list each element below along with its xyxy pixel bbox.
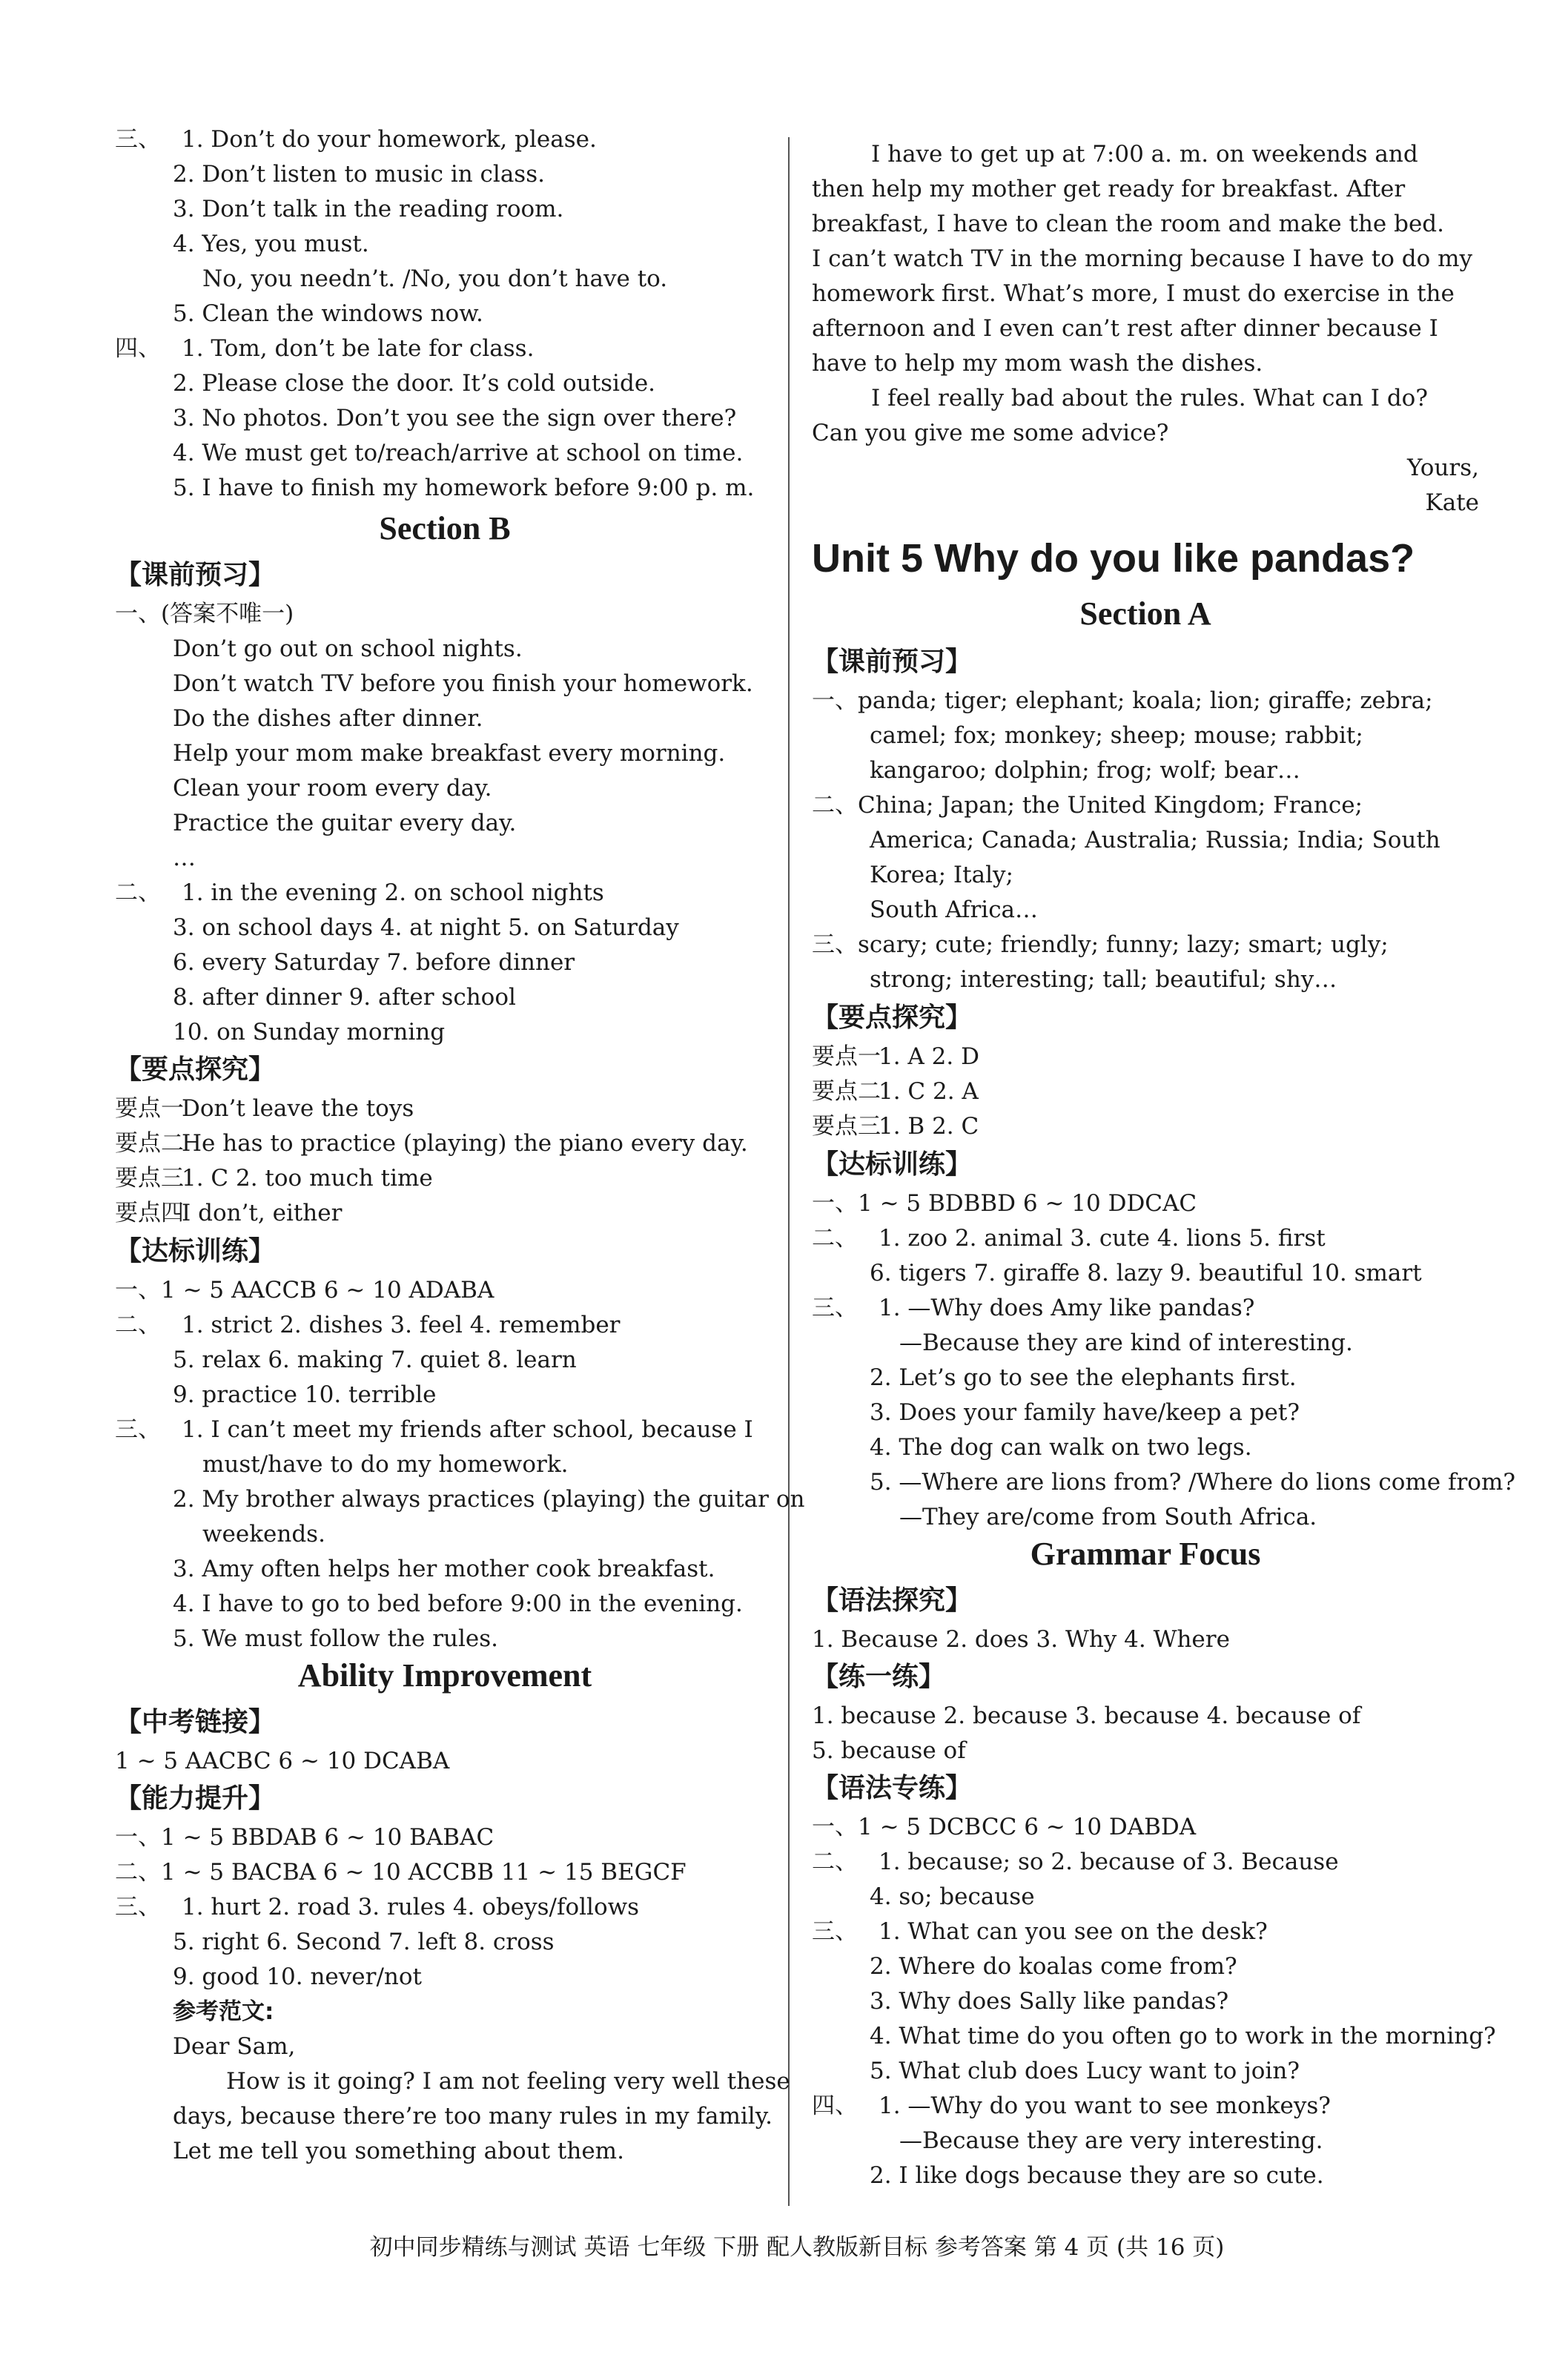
right-preview-heading: 【课前预习】 xyxy=(812,647,973,677)
left-s3-5: 5. Clean the windows now. xyxy=(173,300,483,327)
letter-line: Let me tell you something about them. xyxy=(173,2138,624,2164)
right-gz-3-2: 2. Where do koalas come from? xyxy=(870,1953,1237,1980)
right-key-heading: 【要点探究】 xyxy=(812,1002,973,1033)
left-s3-3: 3. Don’t talk in the reading room. xyxy=(173,196,564,222)
right-gz-3-1: 三、 1. What can you see on the desk? xyxy=(812,1918,1268,1945)
right-gz-4-1b: —Because they are very interesting. xyxy=(899,2127,1323,2154)
letter-line: breakfast, I have to clean the room and make the bed. xyxy=(812,211,1444,237)
right-gz-4-2: 2. I like dogs because they are so cute. xyxy=(870,2162,1324,2189)
left-key-3: 要点三1. C 2. too much time xyxy=(115,1165,433,1192)
left-nl-2: 二、1 ~ 5 BACBA 6 ~ 10 ACCBB 11 ~ 15 BEGCF xyxy=(115,1859,687,1886)
letter-line: Can you give me some advice? xyxy=(812,420,1169,446)
letter-line: I have to get up at 7:00 a. m. on weekends and xyxy=(871,141,1418,168)
left-preview-2-4: 8. after dinner 9. after school xyxy=(173,984,516,1011)
left-s4-3: 3. No photos. Don’t you see the sign over there? xyxy=(173,405,737,432)
left-train-2-1: 二、 1. strict 2. dishes 3. feel 4. remember xyxy=(115,1312,621,1338)
right-p3-1: 三、scary; cute; friendly; funny; lazy; smart; ugly; xyxy=(812,931,1389,958)
letter-line: afternoon and I even can’t rest after dinner because I xyxy=(812,315,1438,342)
left-preview-ellipsis: … xyxy=(173,845,196,871)
letter-line: I can’t watch TV in the morning because I have to do my xyxy=(812,245,1473,272)
right-p1-1: 一、panda; tiger; elephant; koala; lion; giraffe; zebra; xyxy=(812,687,1433,714)
left-train-3-1b: must/have to do my homework. xyxy=(202,1451,569,1478)
right-train-heading: 【达标训练】 xyxy=(812,1149,973,1180)
right-train-3-4: 4. The dog can walk on two legs. xyxy=(870,1434,1252,1461)
left-preview-heading: 【课前预习】 xyxy=(115,560,276,590)
letter-greeting: Dear Sam, xyxy=(173,2033,296,2060)
left-s3-4: 4. Yes, you must. xyxy=(173,231,369,257)
letter-line: homework first. What’s more, I must do exercise in the xyxy=(812,280,1455,307)
right-gt: 1. Because 2. does 3. Why 4. Where xyxy=(812,1626,1230,1653)
right-p1-3: kangaroo; dolphin; frog; wolf; bear… xyxy=(870,757,1300,784)
left-s4-5: 5. I have to finish my homework before 9:00 p. m. xyxy=(173,475,755,501)
right-train-3-5b: —They are/come from South Africa. xyxy=(899,1504,1317,1530)
left-nl-3-1: 三、 1. hurt 2. road 3. rules 4. obeys/follows xyxy=(115,1894,640,1920)
left-nl-3-3: 9. good 10. never/not xyxy=(173,1963,422,1990)
left-s3-1: 三、 1. Don’t do your homework, please. xyxy=(115,126,597,153)
right-train-1: 一、1 ~ 5 BDBBD 6 ~ 10 DDCAC xyxy=(812,1190,1197,1217)
page-footer: 初中同步精练与测试 英语 七年级 下册 配人教版新目标 参考答案 第 4 页 (共 16 页) xyxy=(369,2234,1225,2261)
left-preview-1: 一、(答案不唯一) xyxy=(115,601,294,627)
letter-signature: Kate xyxy=(1425,489,1479,516)
right-gz-1: 一、1 ~ 5 DCBCC 6 ~ 10 DABDA xyxy=(812,1814,1197,1840)
section-a-title: Section A xyxy=(1079,595,1211,632)
right-p3-2: strong; interesting; tall; beautiful; shy… xyxy=(870,966,1337,993)
right-gz-3-3: 3. Why does Sally like pandas? xyxy=(870,1988,1229,2015)
right-train-2-1: 二、 1. zoo 2. animal 3. cute 4. lions 5. first xyxy=(812,1225,1326,1252)
left-key-2: 要点二He has to practice (playing) the piano every day. xyxy=(115,1130,748,1157)
left-key-4: 要点四I don’t, either xyxy=(115,1200,343,1226)
right-p2-2: America; Canada; Australia; Russia; India; South xyxy=(870,827,1440,853)
left-train-3-2: 2. My brother always practices (playing) the guitar on xyxy=(173,1486,805,1513)
right-gz-2-1: 二、 1. because; so 2. because of 3. Because xyxy=(812,1849,1339,1875)
letter-line: How is it going? I am not feeling very well these xyxy=(226,2068,790,2095)
left-key-1: 要点一Don’t leave the toys xyxy=(115,1095,414,1122)
left-preview-2-5: 10. on Sunday morning xyxy=(173,1019,446,1046)
right-lyl-1: 1. because 2. because 3. because 4. because of xyxy=(812,1702,1361,1729)
letter-closing: Yours, xyxy=(1407,455,1479,481)
section-b-title: Section B xyxy=(379,510,511,546)
left-s3-4b: No, you needn’t. /No, you don’t have to. xyxy=(202,265,668,292)
right-p2-4: South Africa… xyxy=(870,896,1039,923)
right-gz-3-5: 5. What club does Lucy want to join? xyxy=(870,2058,1300,2084)
left-nl-1: 一、1 ~ 5 BBDAB 6 ~ 10 BABAC xyxy=(115,1824,494,1851)
right-gt-heading: 【语法探究】 xyxy=(812,1585,973,1616)
right-train-3-2: 2. Let’s go to see the elephants first. xyxy=(870,1364,1297,1391)
right-gz-heading: 【语法专练】 xyxy=(812,1773,973,1803)
left-nl-heading: 【能力提升】 xyxy=(115,1783,276,1814)
left-s4-2: 2. Please close the door. It’s cold outside. xyxy=(173,370,656,397)
left-train-3-4: 4. I have to go to bed before 9:00 in the evening. xyxy=(173,1591,743,1617)
left-preview-line: Don’t watch TV before you finish your homework. xyxy=(173,670,753,697)
right-train-2-2: 6. tigers 7. giraffe 8. lazy 9. beautiful 10. smart xyxy=(870,1260,1422,1286)
left-s4-4: 4. We must get to/reach/arrive at school on time. xyxy=(173,440,744,466)
left-preview-line: Help your mom make breakfast every morning. xyxy=(173,740,726,767)
right-p1-2: camel; fox; monkey; sheep; mouse; rabbit; xyxy=(870,722,1363,749)
right-gz-3-4: 4. What time do you often go to work in the morning? xyxy=(870,2023,1496,2049)
left-zk-heading: 【中考链接】 xyxy=(115,1707,276,1737)
left-preview-line: Do the dishes after dinner. xyxy=(173,705,483,732)
right-gz-4-1: 四、 1. —Why do you want to see monkeys? xyxy=(812,2092,1331,2119)
left-preview-2-2: 3. on school days 4. at night 5. on Saturday xyxy=(173,914,679,941)
right-gz-2-2: 4. so; because xyxy=(870,1883,1035,1910)
sample-essay-heading: 参考范文: xyxy=(173,1998,274,2025)
left-train-3-5: 5. We must follow the rules. xyxy=(173,1625,498,1652)
right-p2-1: 二、China; Japan; the United Kingdom; France; xyxy=(812,792,1363,819)
left-zk: 1 ~ 5 AACBC 6 ~ 10 DCABA xyxy=(115,1748,450,1774)
left-train-3-3: 3. Amy often helps her mother cook breakfast. xyxy=(173,1556,715,1582)
left-preview-line: Don’t go out on school nights. xyxy=(173,635,523,662)
left-preview-line: Practice the guitar every day. xyxy=(173,810,517,836)
letter-line: days, because there’re too many rules in my family. xyxy=(173,2103,773,2130)
left-train-1: 一、1 ~ 5 AACCB 6 ~ 10 ADABA xyxy=(115,1277,494,1304)
left-train-2-3: 9. practice 10. terrible xyxy=(173,1381,437,1408)
left-preview-2-1: 二、 1. in the evening 2. on school nights xyxy=(115,879,604,906)
left-s4-1: 四、 1. Tom, don’t be late for class. xyxy=(115,335,535,362)
ability-improvement-title: Ability Improvement xyxy=(297,1657,592,1694)
left-key-heading: 【要点探究】 xyxy=(115,1054,276,1085)
unit-title: Unit 5 Why do you like pandas? xyxy=(812,536,1415,581)
right-key-1: 要点一1. A 2. D xyxy=(812,1043,979,1070)
grammar-focus-title: Grammar Focus xyxy=(1030,1536,1261,1572)
right-train-3-5: 5. —Where are lions from? /Where do lions come from? xyxy=(870,1469,1515,1496)
left-train-3-2b: weekends. xyxy=(202,1521,325,1547)
right-key-3: 要点三1. B 2. C xyxy=(812,1113,979,1140)
left-nl-3-2: 5. right 6. Second 7. left 8. cross xyxy=(173,1929,555,1955)
right-lyl-heading: 【练一练】 xyxy=(812,1662,946,1692)
right-lyl-2: 5. because of xyxy=(812,1737,966,1764)
letter-line: then help my mother get ready for breakfast. After xyxy=(812,176,1406,202)
right-train-3-3: 3. Does your family have/keep a pet? xyxy=(870,1399,1300,1426)
right-train-3-1: 三、 1. —Why does Amy like pandas? xyxy=(812,1295,1255,1321)
column-divider xyxy=(788,137,790,2206)
letter-line: I feel really bad about the rules. What can I do? xyxy=(871,385,1428,412)
left-train-2-2: 5. relax 6. making 7. quiet 8. learn xyxy=(173,1347,577,1373)
letter-line: have to help my mom wash the dishes. xyxy=(812,350,1263,377)
left-s3-2: 2. Don’t listen to music in class. xyxy=(173,161,545,188)
right-key-2: 要点二1. C 2. A xyxy=(812,1078,979,1105)
left-preview-line: Clean your room every day. xyxy=(173,775,492,802)
left-preview-2-3: 6. every Saturday 7. before dinner xyxy=(173,949,575,976)
left-train-3-1: 三、 1. I can’t meet my friends after school, because I xyxy=(115,1416,753,1443)
right-train-3-1b: —Because they are kind of interesting. xyxy=(899,1329,1353,1356)
left-train-heading: 【达标训练】 xyxy=(115,1236,276,1266)
right-p2-3: Korea; Italy; xyxy=(870,862,1013,888)
